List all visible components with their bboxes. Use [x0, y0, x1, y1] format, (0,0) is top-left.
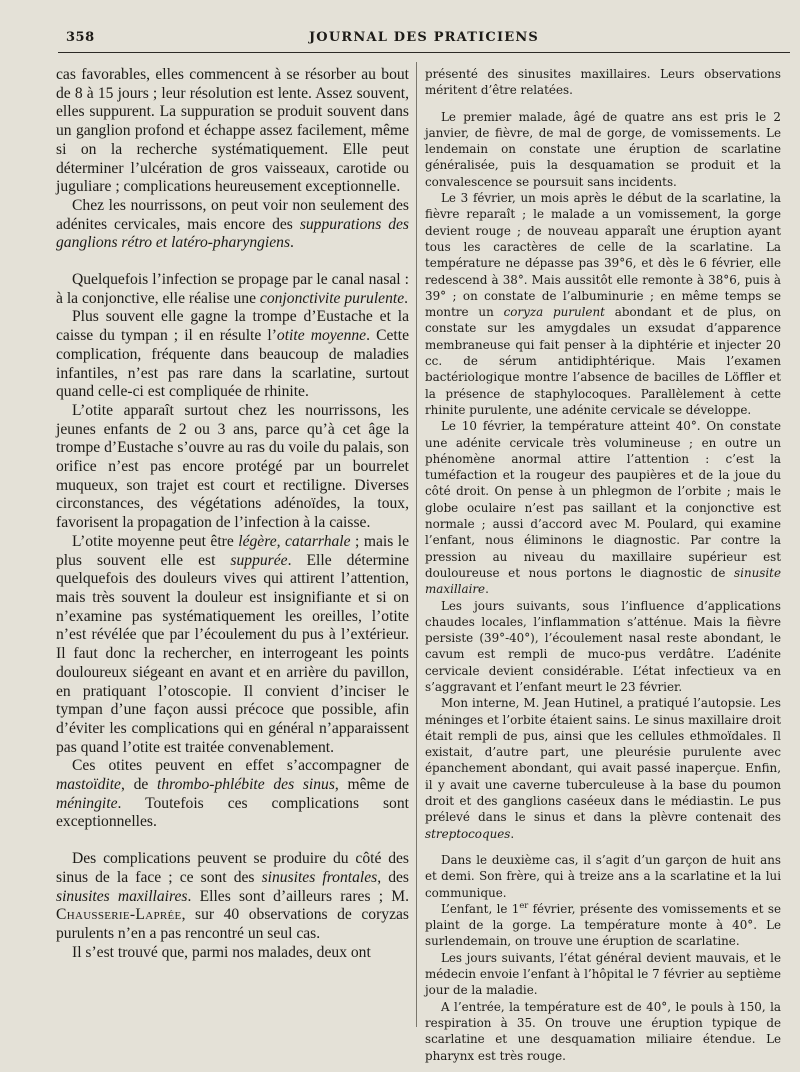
paragraph: L’enfant, le 1er février, présente des vomissements et se plaint de la gorge. La température monte à 40°. Le surlendemain, on trouve une éruption de scarlatine.	[425, 899, 781, 949]
paragraph: Dans le deuxième cas, il s’agit d’un garçon de huit ans et demi. Son frère, qui à treize ans a la scarlatine et la lui communique.	[425, 852, 781, 900]
left-column	[56, 66, 409, 962]
right-column	[425, 66, 781, 1064]
paragraph: Le 3 février, un mois après le début de la scarlatine, la fièvre reparaît ; le malade a un vomissement, la gorge devient rouge ; de nouveau apparaît une éruption ayant tous les caractères de celle de la scarlatine. La température ne dépasse pas 39°6, et dès le 6 février, elle redescend à 38°. Mais aussitôt elle remonte à 38°6, puis à 39° ; on constate de l’albuminurie ; en même temps se montre un coryza purulent abondant et de plus, on constate sur les amygdales un exsudat d’apparence membraneuse qui fait penser à la diphtérie et injecter 20 cc. de sérum antidiphtérique. Mais l’examen bactériologique montre l’absence de bacilles de Löffler et la présence de staphylocoques. Parallèlement à cette rhinite purulente, une adénite cervicale se développe.	[425, 191, 781, 417]
paragraph: Il s’est trouvé que, parmi nos malades, deux ont	[72, 943, 371, 961]
paragraph: présenté des sinusites maxillaires. Leurs observations méritent d’être relatées.	[425, 67, 781, 98]
paragraph: Le 10 février, la température atteint 40°. On constate une adénite cervicale très volumineuse ; en outre un phénomène anormal attire l’attention : c’est la tuméfaction et la rougeur des paupières et de la joue du côté droit. On pense à un phlegmon de l’orbite ; mais le globe oculaire n’est pas saillant et la conjonctive est normale ; aussi d’accord avec M. Poulard, qui examine l’enfant, nous éliminons le diagnostic. Par contre la pression au niveau du maxillaire supérieur est douloureuse et nous portons le diagnostic de sinusite maxillaire.	[425, 419, 781, 597]
paragraph: cas favorables, elles commencent à se résorber au bout de 8 à 15 jours ; leur résolution est lente. Assez souvent, elles suppurent. La suppuration se produit souvent dans un ganglion profond et échappe assez facilement, même si on la recherche systématiquement. Elle peut déterminer l’ulcération de gros vaisseaux, carotide ou juguliare ; complications heureusement exceptionnelle.	[56, 66, 409, 196]
paragraph: Mon interne, M. Jean Hutinel, a pratiqué l’autopsie. Les méninges et l’orbite étaient sains. Le sinus maxillaire droit était rempli de pus, ainsi que les cellules ethmoïdales. Il existait, d’autre part, une pleurésie purulente avec épanchement abondant, qui avait passé inaperçue. Enfin, il y avait une caverne tuberculeuse à la base du poumon droit et des ganglions caséeux dans le médiastin. Le pus prélevé dans le sinus et dans la plèvre contenait des streptocoques.	[425, 696, 781, 841]
page-number: 358	[66, 30, 95, 45]
page-header	[58, 30, 790, 50]
paragraph: Ces otites peuvent en effet s’accompagner de mastoïdite, de thrombo-phlébite des sinus, même de méningite. Toutefois ces complications sont exceptionnelles.	[56, 757, 409, 831]
column-divider	[416, 62, 417, 1027]
paragraph: Les jours suivants, l’état général devient mauvais, et le médecin envoie l’enfant à l’hôpital le 7 février au septième jour de la maladie.	[425, 950, 781, 998]
header-rule	[58, 52, 790, 53]
paragraph: Les jours suivants, sous l’influence d’applications chaudes locales, l’inflammation s’atténue. Mais la fièvre persiste (39°-40°), l’écoulement nasal reste abondant, le cavum est rempli de muco-pus verdâtre. L’adénite cervicale devient considérable. L’état infectieux va en s’aggravant et l’enfant meurt le 23 février.	[425, 598, 781, 694]
paragraph: L’otite apparaît surtout chez les nourrissons, les jeunes enfants de 2 ou 3 ans, parce qu’à cet âge la trompe d’Eustache s’ouvre au ras du voile du palais, son orifice n’est pas encore protégé par un bourrelet muqueux, son trajet est court et rectiligne. Diverses circonstances, des végétations adénoïdes, la toux, favorisent la propagation de l’infection à la caisse.	[56, 401, 409, 532]
paragraph: L’otite moyenne peut être légère, catarrhale ; mais le plus souvent elle est suppurée. Elle détermine quelquefois des douleurs vives qui attirent l’attention, mais très souvent la douleur est insignifiante et si on n’examine pas systématiquement les oreilles, l’otite n’est révélée que par l’écoulement du pus à l’extérieur. Il faut donc la rechercher, en interrogeant les points douloureux siégeant en avant et en arrière du pavillon, en pratiquant l’otoscopie. Il convient d’inciser le tympan d’une façon aussi précoce que possible, afin d’éviter les complications qui en général n’apparaissent pas quand l’otite est traitée convenablement.	[56, 532, 410, 756]
paragraph: A l’entrée, la température est de 40°, le pouls à 150, la respiration à 35. On trouve une éruption typique de scarlatine et une desquamation miliaire étendue. Le pharynx est très rouge.	[425, 999, 781, 1063]
paragraph: Chez les nourrissons, on peut voir non seulement des adénites cervicales, mais encore des suppurations des ganglions rétro et latéro-pharyngiens.	[56, 196, 409, 252]
running-title: JOURNAL DES PRATICIENS	[308, 30, 540, 45]
paragraph: Plus souvent elle gagne la trompe d’Eustache et la caisse du tympan ; il en résulte l’otite moyenne. Cette complication, fréquente dans beaucoup de maladies infantiles, n’est pas rare dans la scarlatine, surtout quand celle-ci est compliquée de rhinite.	[56, 308, 409, 401]
paragraph: Le premier malade, âgé de quatre ans est pris le 2 janvier, de fièvre, de mal de gorge, de vomissements. Le lendemain on constate une éruption de scarlatine généralisée, puis la desquamation se produit et la convalescence se poursuit sans incidents.	[425, 109, 781, 189]
paragraph: Quelquefois l’infection se propage par le canal nasal : à la conjonctive, elle réalise une conjonctivite purulente.	[56, 271, 409, 307]
paragraph: Des complications peuvent se produire du côté des sinus de la face ; ce sont des sinusites frontales, des sinusites maxillaires. Elles sont d’ailleurs rares ; M. Chausserie-Laprée, sur 40 observations de coryzas purulents n’en a pas rencontré un seul cas.	[56, 850, 409, 942]
